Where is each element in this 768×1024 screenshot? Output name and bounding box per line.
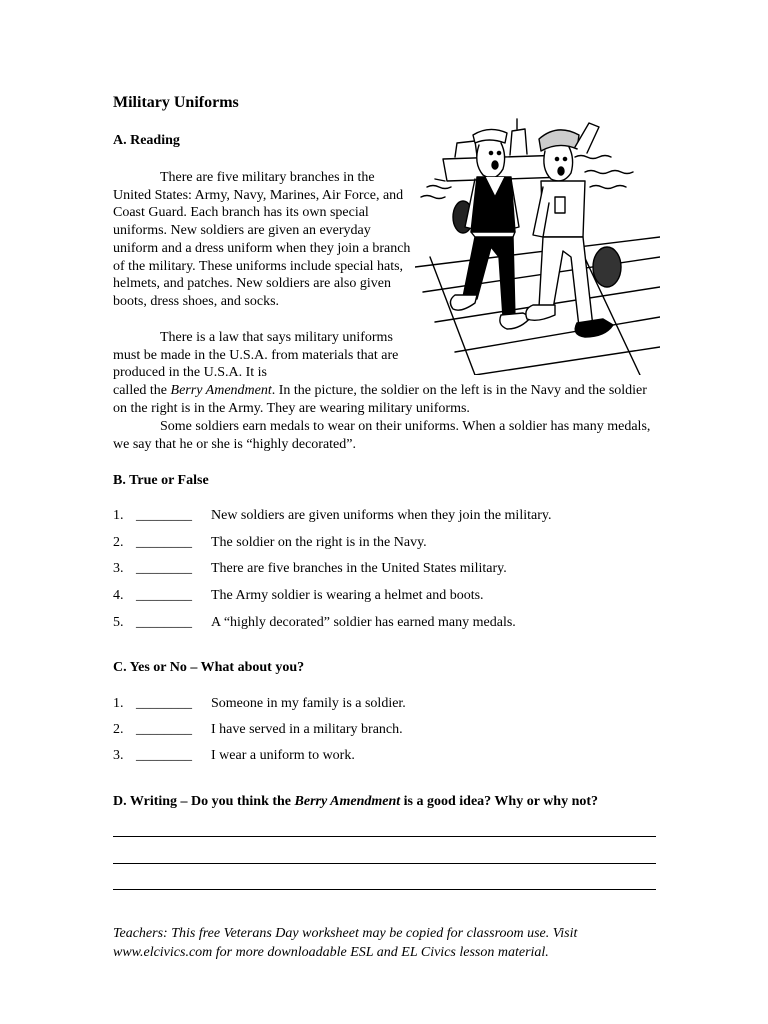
item-statement: There are five branches in the United States military.: [211, 561, 507, 576]
item-number: 2.: [113, 535, 124, 550]
reading-text-span: . In the picture, the soldier on the left is in the Navy and the soldier on the right is in the Army. They are wearing military uniforms.: [113, 383, 647, 416]
item-statement: The soldier on the right is in the Navy.: [211, 535, 427, 550]
item-number: 4.: [113, 588, 124, 603]
item-number: 2.: [113, 722, 124, 737]
reading-paragraph-2-continued: [113, 382, 658, 417]
berry-amendment-term: Berry Amendment: [170, 383, 272, 398]
answer-blank[interactable]: ________: [136, 615, 192, 630]
writing-line[interactable]: [113, 889, 656, 890]
answer-blank[interactable]: ________: [136, 722, 192, 737]
answer-blank[interactable]: ________: [136, 535, 192, 550]
true-false-heading: B. True or False: [113, 473, 209, 488]
item-number: 1.: [113, 696, 124, 711]
writing-heading: [113, 794, 598, 810]
berry-amendment-term: Berry Amendment: [294, 794, 401, 809]
yes-no-heading: C. Yes or No – What about you?: [113, 660, 305, 675]
writing-heading-text: D. Writing – Do you think the: [113, 794, 295, 809]
answer-blank[interactable]: ________: [136, 588, 192, 603]
item-number: 5.: [113, 615, 124, 630]
item-statement: A “highly decorated” soldier has earned many medals.: [211, 615, 516, 630]
writing-line[interactable]: [113, 863, 656, 864]
teacher-note: [113, 924, 673, 962]
item-statement: Someone in my family is a soldier.: [211, 696, 406, 711]
item-statement: New soldiers are given uniforms when they join the military.: [211, 508, 552, 523]
item-statement: I wear a uniform to work.: [211, 748, 355, 763]
item-number: 1.: [113, 508, 124, 523]
page-title: Military Uniforms: [113, 94, 239, 111]
answer-blank[interactable]: ________: [136, 696, 192, 711]
teacher-note-line: www.elcivics.com for more downloadable ESL and EL Civics lesson material.: [113, 945, 549, 960]
item-number: 3.: [113, 561, 124, 576]
writing-line[interactable]: [113, 836, 656, 837]
answer-blank[interactable]: ________: [136, 561, 192, 576]
reading-paragraph-3: Some soldiers earn medals to wear on their uniforms. When a soldier has many medals, we say that he or she is “highly decorated”.: [113, 419, 651, 452]
reading-text-span: called the: [113, 383, 171, 398]
item-statement: I have served in a military branch.: [211, 722, 403, 737]
answer-blank[interactable]: ________: [136, 508, 192, 523]
reading-paragraph-1: There are five military branches in the United States: Army, Navy, Marines, Air Force, and Coast Guard. Each branch has its own special uniforms. New soldiers are given an everyday uniform and a dress uniform when they join a branch of the military. These uniforms include special hats, helmets, and patches. New soldiers are also given boots, dress shoes, and socks.: [113, 170, 411, 309]
writing-heading-text: is a good idea? Why or why not?: [400, 794, 599, 809]
reading-paragraph-2: There is a law that says military uniforms must be made in the U.S.A. from materials that are produced in the U.S.A. It is: [113, 330, 399, 381]
teacher-note-line: Teachers: This free Veterans Day worksheet may be copied for classroom use. Visit: [113, 926, 578, 941]
answer-blank[interactable]: ________: [136, 748, 192, 763]
reading-heading: A. Reading: [113, 133, 180, 148]
item-number: 3.: [113, 748, 124, 763]
soldiers-illustration: [415, 117, 660, 375]
item-statement: The Army soldier is wearing a helmet and boots.: [211, 588, 484, 603]
